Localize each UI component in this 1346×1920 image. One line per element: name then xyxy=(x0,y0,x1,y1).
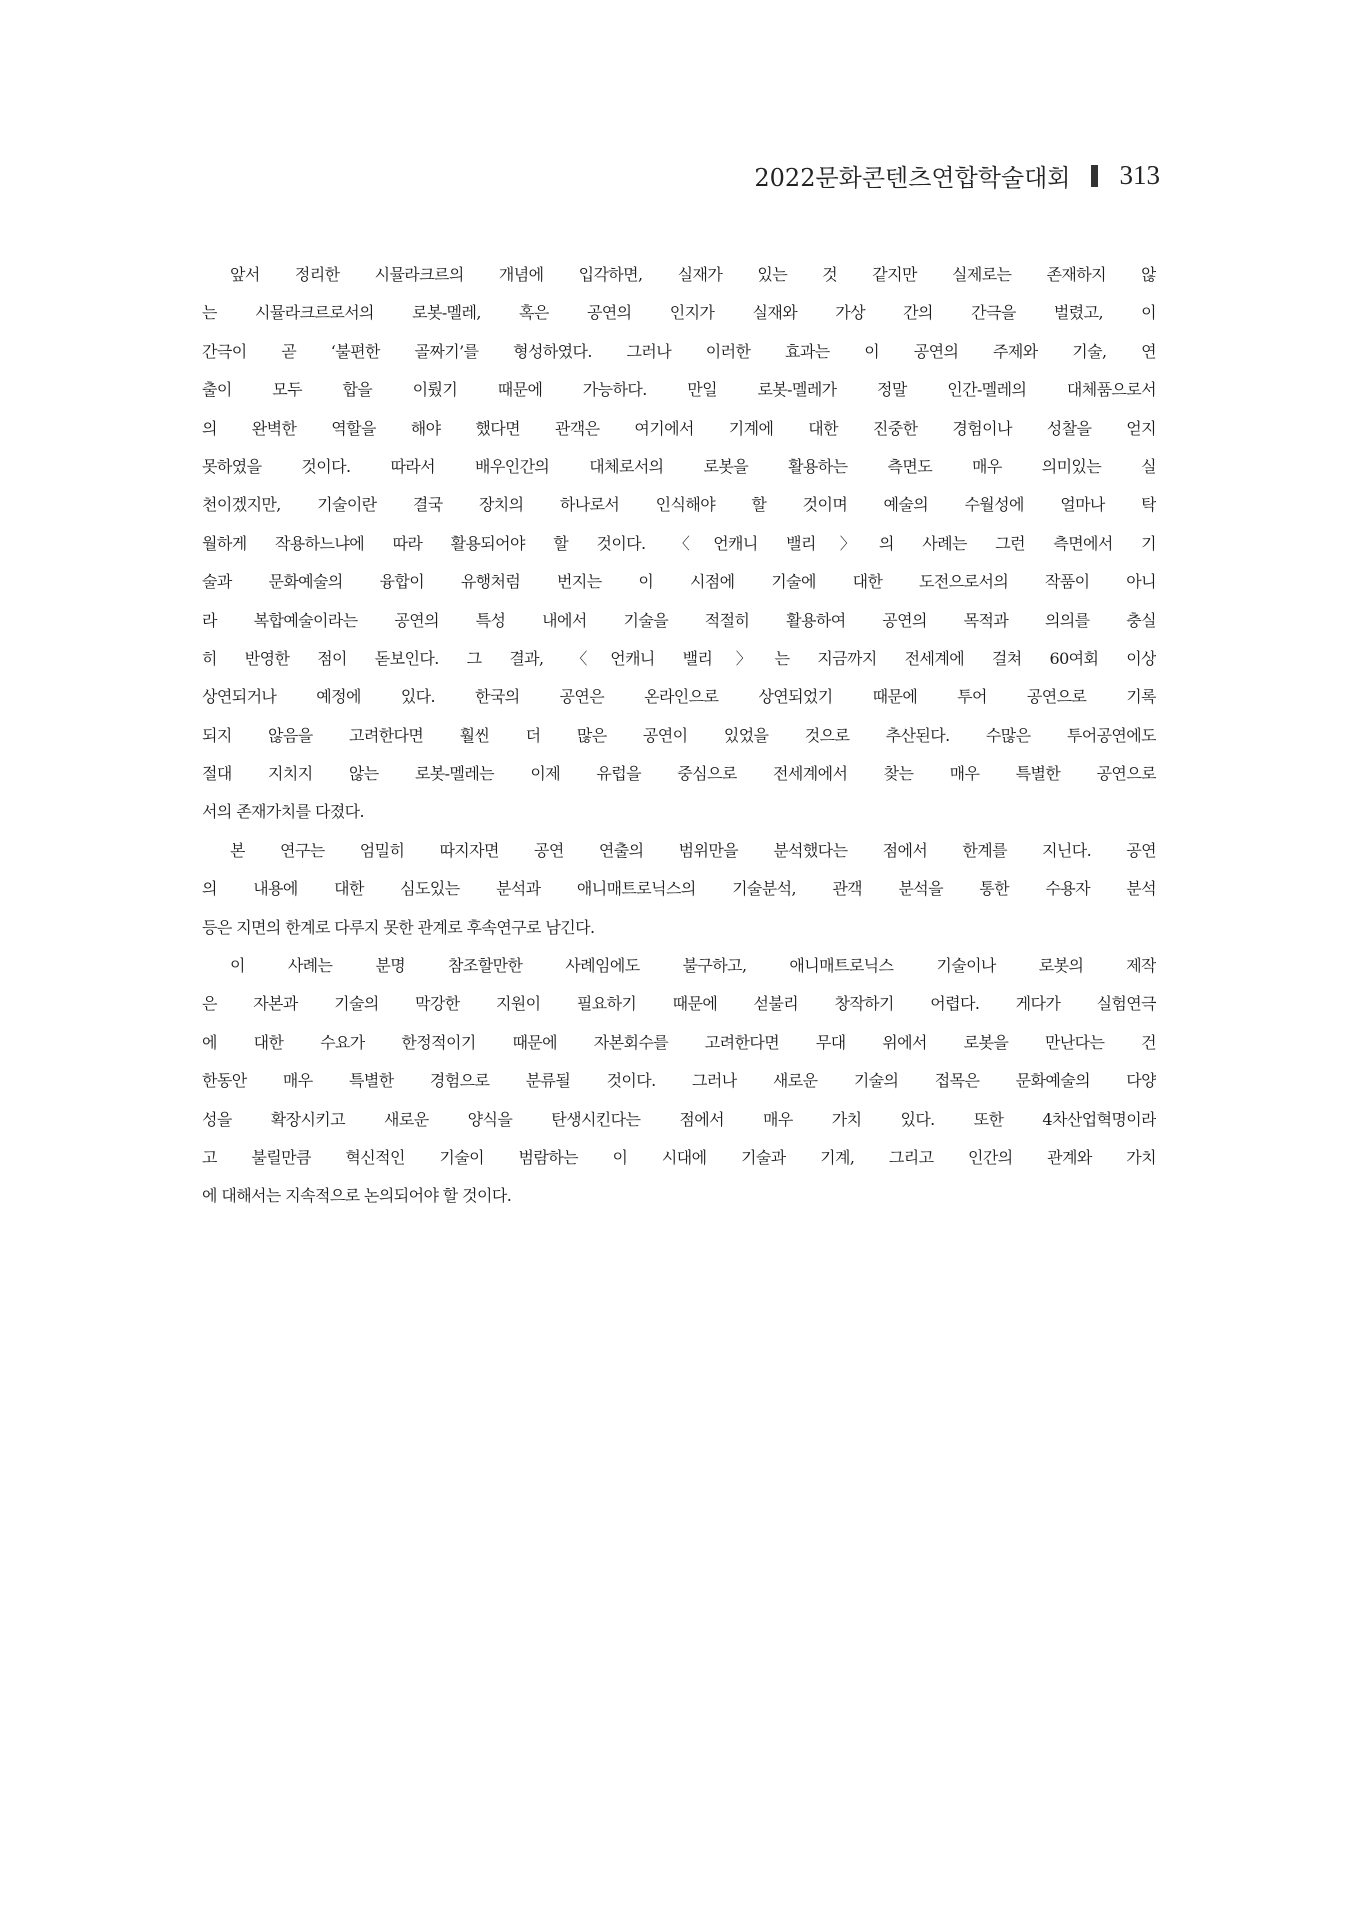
body-text xyxy=(202,262,1156,1222)
page-number: 313 xyxy=(1119,160,1160,190)
text-line: 상연되거나 예정에 있다. 한국의 공연은 온라인으로 상연되었기 때문에 투어 공연으로 기록 xyxy=(202,687,1156,707)
text-line: 이 사례는 분명 참조할만한 사례임에도 불구하고, 애니매트로닉스 기술이나 로봇의 제작 xyxy=(230,956,1156,976)
text-line: 의 내용에 대한 심도있는 분석과 애니매트로닉스의 기술분석, 관객 분석을 통한 수용자 분석 xyxy=(202,879,1156,899)
header-separator-bar xyxy=(1091,165,1098,187)
text-line: 못하였을 것이다. 따라서 배우인간의 대체로서의 로봇을 활용하는 측면도 매우 의미있는 실 xyxy=(202,456,1156,476)
text-line: 천이겠지만, 기술이란 결국 장치의 하나로서 인식해야 할 것이며 예술의 수월성에 얼마나 탁 xyxy=(202,495,1156,515)
text-line: 간극이 곧 ‘불편한 골짜기’를 형성하였다. 그러나 이러한 효과는 이 공연의 주제와 기술, 연 xyxy=(202,341,1156,361)
header-title: 2022문화콘텐츠연합학술대회 xyxy=(754,164,1071,192)
text-line: 는 시뮬라크르로서의 로봇-멜레, 혹은 공연의 인지가 실재와 가상 간의 간극을 벌렸고, 이 xyxy=(202,303,1156,323)
running-header xyxy=(754,158,1160,193)
paragraph xyxy=(202,953,1156,1222)
text-line: 고 불릴만큼 혁신적인 기술이 범람하는 이 시대에 기술과 기계, 그리고 인간의 관계와 가치 xyxy=(202,1147,1156,1167)
text-line: 에 대해서는 지속적으로 논의되어야 할 것이다. xyxy=(202,1186,512,1206)
text-line: 라 복합예술이라는 공연의 특성 내에서 기술을 적절히 활용하여 공연의 목적과 의의를 충실 xyxy=(202,610,1156,630)
text-line: 월하게 작용하느냐에 따라 활용되어야 할 것이다. 〈언캐니 밸리〉의 사례는 그런 측면에서 기 xyxy=(202,533,1156,553)
text-line: 출이 모두 합을 이뤘기 때문에 가능하다. 만일 로봇-멜레가 정말 인간-멜레의 대체품으로서 xyxy=(202,380,1156,400)
text-line: 앞서 정리한 시뮬라크르의 개념에 입각하면, 실재가 있는 것 같지만 실제로는 존재하지 않 xyxy=(230,265,1156,284)
text-line: 본 연구는 엄밀히 따지자면 공연 연출의 범위만을 분석했다는 점에서 한계를 지닌다. 공연 xyxy=(230,840,1156,860)
text-line: 은 자본과 기술의 막강한 지원이 필요하기 때문에 섣불리 창작하기 어렵다. 게다가 실험연극 xyxy=(202,994,1156,1014)
text-line: 히 반영한 점이 돋보인다. 그 결과, 〈언캐니 밸리〉는 지금까지 전세계에 걸쳐 60여회 이상 xyxy=(202,648,1156,668)
paragraph xyxy=(202,262,1156,838)
text-line: 절대 지치지 않는 로봇-멜레는 이제 유럽을 중심으로 전세계에서 찾는 매우 특별한 공연으로 xyxy=(202,764,1156,784)
text-line: 서의 존재가치를 다졌다. xyxy=(202,802,365,822)
text-line: 성을 확장시키고 새로운 양식을 탄생시킨다는 점에서 매우 가치 있다. 또한 4차산업혁명이라 xyxy=(202,1109,1156,1129)
text-line: 한동안 매우 특별한 경험으로 분류될 것이다. 그러나 새로운 기술의 접목은 문화예술의 다양 xyxy=(202,1071,1156,1091)
text-line: 의 완벽한 역할을 해야 했다면 관객은 여기에서 기계에 대한 진중한 경험이나 성찰을 얻지 xyxy=(202,418,1156,438)
text-line: 에 대한 수요가 한정적이기 때문에 자본회수를 고려한다면 무대 위에서 로봇을 만난다는 건 xyxy=(202,1032,1156,1052)
text-line: 등은 지면의 한계로 다루지 못한 관계로 후속연구로 남긴다. xyxy=(202,917,595,937)
paragraph xyxy=(202,838,1156,953)
text-line: 술과 문화예술의 융합이 유행처럼 번지는 이 시점에 기술에 대한 도전으로서의 작품이 아니 xyxy=(202,572,1156,592)
text-line: 되지 않음을 고려한다면 훨씬 더 많은 공연이 있었을 것으로 추산된다. 수많은 투어공연에도 xyxy=(202,725,1156,745)
